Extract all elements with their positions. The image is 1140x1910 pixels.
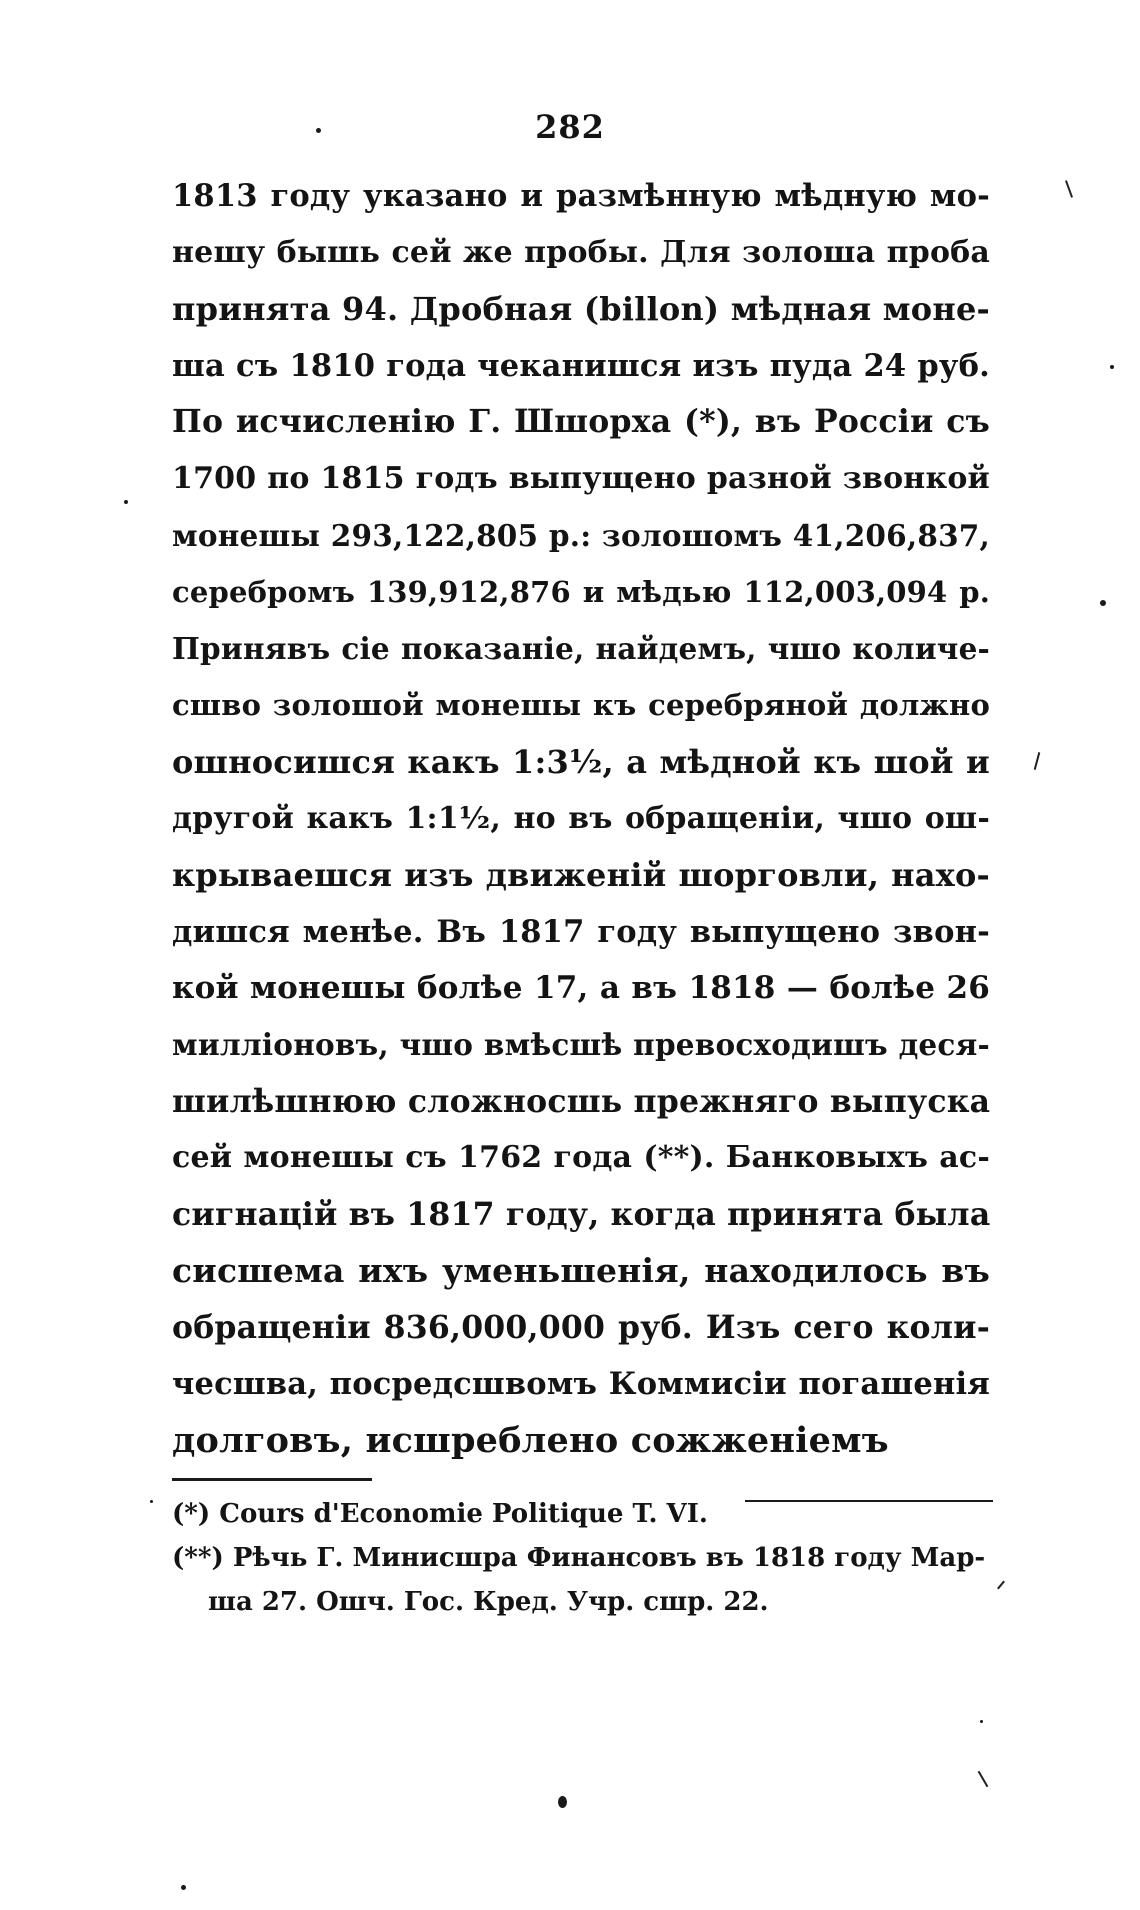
text-line: сигнацій въ 1817 году, когда принята была	[172, 1195, 991, 1233]
footnotes	[172, 1492, 992, 1624]
scan-speck	[316, 128, 321, 133]
footnote-line: ша 27. Ошч. Гос. Кред. Учр. сшр. 22.	[208, 1587, 769, 1617]
footnote-line: (**) Рѣчь Г. Минисшра Финансовъ въ 1818 году Мар-	[172, 1543, 986, 1573]
text-line: 1700 по 1815 годъ выпущено разной звонкой	[172, 460, 990, 496]
text-line: обращеніи 836,000,000 руб. Изъ сего коли-	[172, 1308, 990, 1346]
text-line: 1813 году указано и размѣнную мѣдную мо-	[172, 178, 990, 214]
text-line: долговъ, исшреблено сожженіемъ	[172, 1420, 889, 1462]
text-line: монешы 293,122,805 р.: золошомъ 41,206,837,	[172, 517, 990, 553]
scan-mark	[1065, 180, 1073, 198]
text-line: нешу бышь сей же пробы. Для золоша проба	[172, 234, 990, 270]
text-line: шилѣшнюю сложносшь прежняго выпуска	[172, 1082, 991, 1120]
text-line: серебромъ 139,912,876 и мѣдью 112,003,094 р.	[172, 575, 990, 610]
scan-mark	[978, 1771, 989, 1788]
scan-speck	[181, 1885, 186, 1890]
text-line: кой монешы болѣе 17, а въ 1818 — болѣе 26	[172, 970, 990, 1007]
scan-mark	[997, 1581, 1005, 1590]
scan-mark	[1034, 752, 1041, 770]
text-line: принята 94. Дробная (billon) мѣдная моне-	[172, 290, 990, 329]
text-line: другой какъ 1:1½, но въ обращеніи, чшо ош-	[172, 800, 990, 836]
scan-speck	[1100, 600, 1106, 606]
scan-speck	[150, 1500, 153, 1503]
footnote-rule	[172, 1478, 372, 1481]
text-line: крываешся изъ движеній шорговли, нахо-	[172, 856, 990, 895]
scan-speck	[558, 1796, 567, 1808]
text-line: сей монешы съ 1762 года (**). Банковыхъ ас-	[172, 1140, 990, 1176]
scan-speck	[980, 1720, 983, 1723]
text-line: ша съ 1810 года чеканишся изъ пуда 24 руб.	[172, 347, 990, 384]
body-text	[172, 168, 990, 1470]
text-line: Принявъ сіе показаніе, найдемъ, чшо количе-	[172, 630, 990, 666]
scan-speck	[1110, 365, 1114, 369]
page-number: 282	[535, 108, 605, 146]
text-line: дишся менѣе. Въ 1817 году выпущено звон-	[172, 913, 990, 950]
text-line: ошносишся какъ 1:3½, а мѣдной къ шой и	[172, 742, 990, 781]
footnote-line: (*) Cours d'Economie Politique T. VI.	[172, 1499, 708, 1529]
scan-speck	[124, 500, 128, 504]
text-line: сисшема ихъ уменьшенія, находилось въ	[172, 1251, 990, 1291]
text-line: милліоновъ, чшо вмѣсшѣ превосходишъ деся-	[172, 1026, 990, 1062]
text-line: По исчисленію Г. Шшорха (*), въ Россіи съ	[172, 403, 990, 441]
text-line: сшво золошой монешы къ серебряной должно	[172, 688, 990, 723]
text-line: чесшва, посредсшвомъ Коммисіи погашенія	[172, 1366, 990, 1403]
